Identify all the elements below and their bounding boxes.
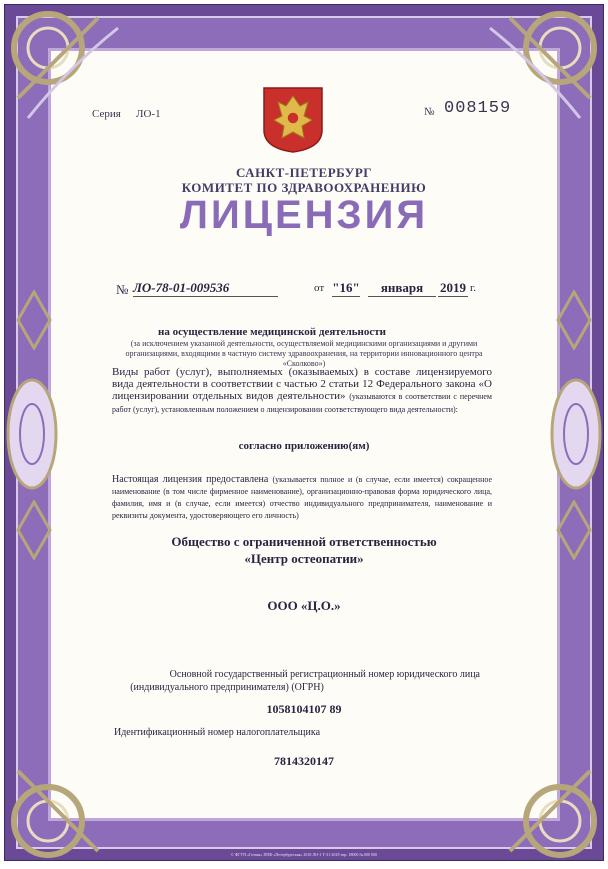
license-day: "16"	[332, 280, 360, 295]
org-full-name-line2: «Центр остеопатии»	[244, 551, 364, 566]
side-rosette-right	[548, 374, 604, 494]
side-rosette-left	[4, 374, 60, 494]
exclusion-note: (за исключением указанной деятельности, осуществляемой медицинскими организациями и другими организациями, входящими в частную систему здравоохранения, на территории инновационного центра «Сколково»)	[125, 339, 483, 368]
license-number: ЛО-78-01-009536	[133, 280, 278, 297]
granted-text: Настоящая лицензия предоставлена	[112, 474, 269, 485]
series-label: Серия	[92, 108, 121, 120]
side-ornament-right-upper	[554, 290, 594, 350]
activity-type: на осуществление медицинской деятельности	[158, 326, 387, 338]
inn-label: Идентификационный номер налогоплательщика	[114, 727, 321, 738]
document-title: ЛИЦЕНЗИЯ	[179, 193, 429, 237]
inn-value: 7814320147	[274, 754, 334, 768]
works-kinds-paragraph	[112, 366, 492, 416]
org-full-name-line1: Общество с ограниченной ответственностью	[171, 534, 437, 549]
side-ornament-left-upper	[14, 290, 54, 350]
date-from-label: от	[314, 282, 325, 294]
series-value: ЛО-1	[136, 108, 161, 120]
granted-paragraph	[112, 474, 492, 522]
appendix-reference: согласно приложению(ям)	[238, 440, 370, 452]
license-month: января	[368, 280, 436, 297]
form-number-sign: №	[424, 106, 435, 118]
printer-footer: © ФГУП «Гознак» ППФ «Петербургская» 2018 ЛО-1 Т-31-2018 тир. 18000 № 000 000	[230, 852, 378, 857]
works-kinds-note: (указываются в соответствии с перечнем работ (услуг), установленным положением о лицензировании соответствующего вида деятельности):	[112, 392, 492, 414]
granted-note: (указывается полное и (в случае, если имеется) сокращенное наименование (в том числе фирменное наименование), организационно-правовая форма юридического лица, фамилия, имя и (в случае, если имеется) отчество индивидуального предпринимателя, наименование и реквизиты документа, удостоверяющего его личность)	[112, 475, 492, 520]
year-suffix: г.	[470, 282, 477, 294]
issuer-city: САНКТ-ПЕТЕРБУРГ	[235, 165, 373, 180]
ogrn-label-line1: Основной государственный регистрационный номер юридического лица	[169, 669, 480, 680]
license-year: 2019	[440, 280, 466, 295]
ogrn-label-line2: (индивидуального предпринимателя) (ОГРН)	[130, 682, 324, 693]
coat-of-arms-icon	[262, 86, 324, 154]
ogrn-value: 1058104107 89	[266, 702, 342, 716]
org-short-name: ООО «Ц.О.»	[267, 598, 341, 613]
form-number: 008159	[444, 99, 512, 118]
works-kinds-text: Виды работ (услуг), выполняемых (оказываемых) в составе лицензируемого вида деятельности в соответствии с частью 2 статьи 12 Федерального закона «О лицензировании отдельных видов деятельности»	[112, 366, 492, 402]
issuer-committee: КОМИТЕТ ПО ЗДРАВООХРАНЕНИЮ	[181, 180, 427, 195]
license-number-sign: №	[116, 282, 129, 297]
